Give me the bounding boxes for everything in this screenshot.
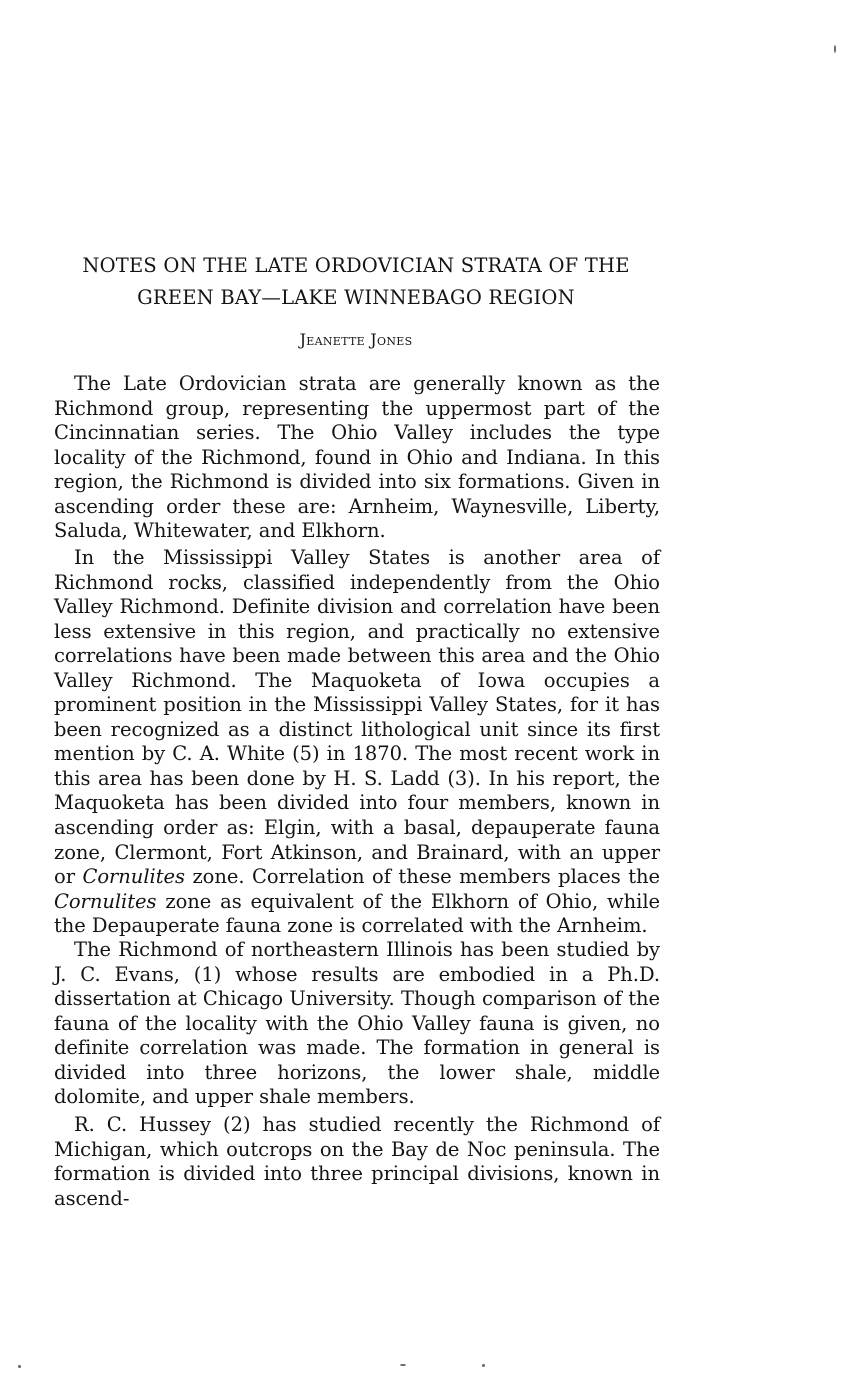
- paragraph-1: [54, 372, 660, 544]
- scan-speck: [18, 1365, 21, 1368]
- author-name: Jeanette Jones: [299, 330, 413, 349]
- italic-taxon-name: Cornulites: [82, 865, 185, 889]
- paragraph-text: In the Mississippi Valley States is another area of Richmond rocks, classified independently from the Ohio Valley Richmond. Definite division and correlation have been less extensive in this region, and practically no extensive correlations have been made between this area and the Ohio Valley Richmond. The Maquoketa of Iowa occupies a prominent position in the Mississippi Valley States, for it has been recognized as a distinct lithological unit since its first mention by C. A. White (5) in 1870. The most recent work in this area has been done by H. S. Ladd (3). In his report, the Maquoketa has been divided into four members, known in ascending order as: Elgin, with a basal, depauperate fauna zone, Clermont, Fort Atkinson, and Brainard, with an upper or: [54, 546, 660, 889]
- italic-taxon-name: Cornulites: [54, 889, 157, 913]
- scan-speck: [834, 45, 836, 53]
- title-line-1: NOTES ON THE LATE ORDOVICIAN STRATA OF THE: [82, 254, 630, 277]
- paragraph-text: The Late Ordovician strata are generally known as the Richmond group, representing the uppermost part of the Cincinnatian series. The Ohio Valley includes the type locality of the Richmond, found in Ohio and Indiana. In this region, the Richmond is divided into six formations. Given in ascending order these are: Arnheim, Waynesville, Liberty, Saluda, Whitewater, and Elkhorn.: [54, 372, 660, 543]
- paragraph-text: zone. Correlation of these members places the: [184, 865, 660, 889]
- paragraph-4: [54, 1113, 660, 1211]
- article-title: [40, 250, 672, 314]
- scan-speck: [400, 1364, 406, 1366]
- title-line-2: GREEN BAY—LAKE WINNEBAGO REGION: [137, 286, 575, 309]
- scan-speck: [482, 1364, 485, 1367]
- paragraph-3: [54, 938, 660, 1110]
- paragraph-text: The Richmond of northeastern Illinois has been studied by J. C. Evans, (1) whose results are embodied in a Ph.D. dissertation at Chicago University. Though comparison of the fauna of the locality with the Ohio Valley fauna is given, no definite correlation was made. The formation in general is divided into three horizons, the lower shale, middle dolomite, and upper shale members.: [54, 938, 660, 1109]
- paragraph-text: zone as equivalent of the Elkhorn of Ohio, while the Depauperate fauna zone is correlated with the Arnheim.: [54, 889, 660, 938]
- paragraph-2: [54, 546, 660, 939]
- paragraph-text: R. C. Hussey (2) has studied recently the Richmond of Michigan, which outcrops on the Bay de Noc peninsula. The formation is divided into three principal divisions, known in ascend-: [54, 1113, 660, 1210]
